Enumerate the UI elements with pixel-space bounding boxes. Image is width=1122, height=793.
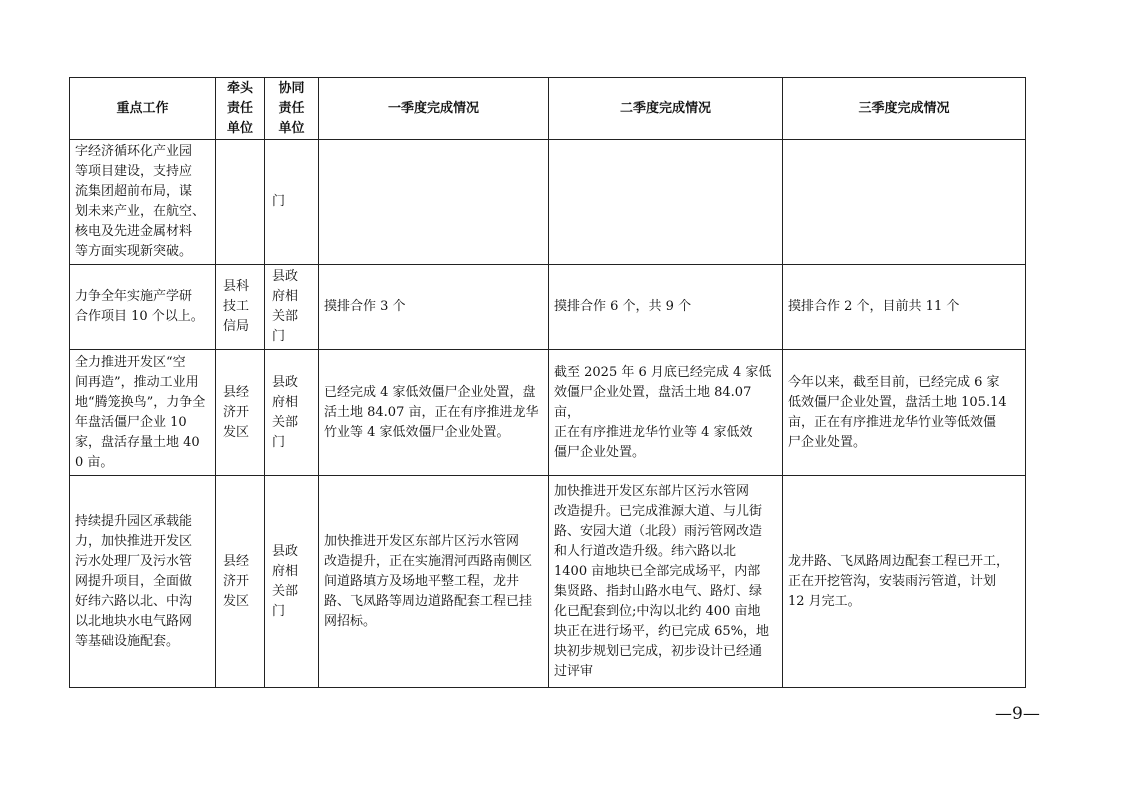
cell-text-line: 块正在进行场平，约已完成 65%，地 bbox=[554, 623, 770, 639]
cell-text-line: 县政 bbox=[272, 543, 299, 559]
cell-text-line: 发区 bbox=[223, 593, 250, 609]
cell-lead bbox=[216, 350, 265, 476]
cell-text-line: 块初步规划已完成，初步设计已经通 bbox=[554, 643, 763, 659]
cell-text-line: 门 bbox=[272, 434, 286, 450]
cell-text-line: 效僵尸企业处置，盘活土地 84.07 亩， bbox=[554, 384, 752, 420]
cell-text-line: 县经 bbox=[223, 553, 250, 569]
table-row bbox=[70, 140, 1026, 265]
cell-text-line: 好纬六路以北、中沟 bbox=[75, 593, 193, 609]
cell-text-line: 改造提升。已完成淮源大道、与儿街 bbox=[554, 503, 763, 519]
cell-text-line: 年盘活僵尸企业 10 bbox=[75, 414, 187, 430]
cell-lead bbox=[216, 476, 265, 688]
cell-text-line: 全力推进开发区“空 bbox=[75, 354, 186, 370]
cell-text-line: 活土地 84.07 亩，正在有序推进龙华 bbox=[324, 404, 539, 420]
table-header-row bbox=[70, 78, 1026, 140]
cell-lead bbox=[216, 140, 265, 265]
cell-text-line: 已经完成 4 家低效僵尸企业处置，盘 bbox=[324, 384, 536, 400]
cell-text-line: 家，盘活存量土地 40 bbox=[75, 434, 200, 450]
cell-text-line: 等基础设施配套。 bbox=[75, 633, 180, 649]
cell-text-line: 字经济循环化产业园 bbox=[75, 144, 193, 159]
cell-text-line: 关部 bbox=[272, 309, 299, 324]
cell-text-line: 府相 bbox=[272, 289, 299, 304]
cell-text-line: 流集团超前布局，谋 bbox=[75, 184, 193, 199]
cell-work bbox=[70, 265, 216, 350]
cell-text-line: 污水处理厂及污水管 bbox=[75, 553, 193, 569]
cell-q3 bbox=[783, 140, 1026, 265]
cell-text-line: 地“腾笼换鸟”，力争全 bbox=[75, 394, 206, 410]
cell-q1 bbox=[319, 265, 549, 350]
cell-text-line: 发区 bbox=[223, 424, 250, 440]
cell-text-line: 技工 bbox=[223, 299, 250, 314]
cell-work bbox=[70, 350, 216, 476]
cell-text-line: 门 bbox=[272, 329, 286, 344]
cell-q1 bbox=[319, 140, 549, 265]
cell-text-line: 责任 bbox=[278, 100, 305, 116]
cell-q3 bbox=[783, 265, 1026, 350]
cell-text-line: 间道路填方及场地平整工程，龙井 bbox=[324, 573, 520, 589]
header-cooperate-unit bbox=[265, 78, 319, 140]
cell-text-line: 责任 bbox=[226, 100, 253, 116]
cell-text-line: 龙井路、飞凤路周边配套工程已开工， bbox=[788, 553, 1010, 569]
cell-lead bbox=[216, 265, 265, 350]
table-row bbox=[70, 265, 1026, 350]
cell-text-line: 单位 bbox=[278, 120, 305, 136]
cell-text-line: 府相 bbox=[272, 394, 299, 410]
cell-work bbox=[70, 476, 216, 688]
cell-text-line: 关部 bbox=[272, 414, 299, 430]
cell-text-line: 县政 bbox=[272, 269, 299, 284]
cell-text-line: 僵尸企业处置。 bbox=[554, 444, 646, 460]
cell-text-line: 加快推进开发区东部片区污水管网 bbox=[554, 483, 750, 499]
cell-text-line: 亩，正在有序推进龙华竹业等低效僵 bbox=[788, 414, 997, 430]
cell-text-line: 府相 bbox=[272, 563, 299, 579]
cell-text-line: 路、飞凤路等周边道路配套工程已挂 bbox=[324, 593, 533, 609]
cell-text-line: 截至 2025 年 6 月底已经完成 4 家低 bbox=[554, 364, 772, 380]
cell-text-line: 0 亩。 bbox=[75, 454, 114, 470]
cell-text-line: 摸排合作 3 个 bbox=[324, 299, 406, 314]
cell-q1 bbox=[319, 476, 549, 688]
cell-text-line: 合作项目 10 个以上。 bbox=[75, 309, 204, 324]
table-row bbox=[70, 350, 1026, 476]
cell-text-line: 力，加快推进开发区 bbox=[75, 533, 193, 549]
header-lead-unit bbox=[216, 78, 265, 140]
cell-text-line: 力争全年实施产学研 bbox=[75, 289, 193, 304]
cell-q2 bbox=[549, 476, 783, 688]
cell-text-line: 12 月完工。 bbox=[788, 593, 861, 609]
cell-q3 bbox=[783, 476, 1026, 688]
header-q1: 一季度完成情况 bbox=[319, 78, 549, 140]
cell-text-line: 今年以来，截至目前，已经完成 6 家 bbox=[788, 374, 1000, 390]
cell-text-line: 县经 bbox=[223, 384, 250, 400]
cell-cooperate bbox=[265, 476, 319, 688]
cell-text-line: 县科 bbox=[223, 279, 250, 294]
cell-text-line: 划未来产业，在航空、 bbox=[75, 204, 206, 219]
cell-text-line: 和人行道改造升级。纬六路以北 bbox=[554, 543, 737, 559]
cell-text-line: 加快推进开发区东部片区污水管网 bbox=[324, 533, 520, 549]
cell-text-line: 低效僵尸企业处置，盘活土地 105.14 bbox=[788, 394, 1007, 410]
cell-text-line: 正在有序推进龙华竹业等 4 家低效 bbox=[554, 424, 753, 440]
cell-cooperate bbox=[265, 140, 319, 265]
cell-q2 bbox=[549, 265, 783, 350]
cell-text-line: 济开 bbox=[223, 404, 250, 420]
header-key-work: 重点工作 bbox=[70, 78, 216, 140]
work-progress-table bbox=[69, 77, 1026, 688]
cell-cooperate bbox=[265, 265, 319, 350]
cell-text-line: 以北地块水电气路网 bbox=[75, 613, 193, 629]
cell-cooperate bbox=[265, 350, 319, 476]
cell-text-line: 过评审 bbox=[554, 663, 594, 679]
cell-text-line: 门 bbox=[272, 194, 286, 209]
cell-text-line: 网招标。 bbox=[324, 613, 377, 629]
cell-text-line: 网提升项目，全面做 bbox=[75, 573, 193, 589]
cell-text-line: 单位 bbox=[226, 120, 253, 136]
cell-text-line: 等方面实现新突破。 bbox=[75, 244, 193, 259]
header-q3: 三季度完成情况 bbox=[783, 78, 1026, 140]
cell-q2 bbox=[549, 350, 783, 476]
cell-text-line: 尸企业处置。 bbox=[788, 434, 867, 450]
cell-text-line: 牵头 bbox=[226, 80, 253, 96]
header-q2: 二季度完成情况 bbox=[549, 78, 783, 140]
cell-text-line: 等项目建设，支持应 bbox=[75, 164, 193, 179]
cell-text-line: 摸排合作 6 个，共 9 个 bbox=[554, 299, 692, 314]
cell-q3 bbox=[783, 350, 1026, 476]
cell-text-line: 核电及先进金属材料 bbox=[75, 224, 193, 239]
cell-text-line: 1400 亩地块已全部完成场平，内部 bbox=[554, 563, 761, 579]
cell-text-line: 门 bbox=[272, 603, 286, 619]
cell-text-line: 摸排合作 2 个，目前共 11 个 bbox=[788, 299, 960, 314]
cell-text-line: 集贤路、指封山路水电气、路灯、绿 bbox=[554, 583, 763, 599]
cell-q1 bbox=[319, 350, 549, 476]
cell-text-line: 关部 bbox=[272, 583, 299, 599]
cell-text-line: 县政 bbox=[272, 374, 299, 390]
table-row bbox=[70, 476, 1026, 688]
cell-text-line: 竹业等 4 家低效僵尸企业处置。 bbox=[324, 424, 510, 440]
cell-text-line: 协同 bbox=[278, 80, 305, 96]
cell-text-line: 济开 bbox=[223, 573, 250, 589]
cell-text-line: 正在开挖管沟，安装雨污管道，计划 bbox=[788, 573, 997, 589]
cell-text-line: 信局 bbox=[223, 319, 250, 334]
cell-text-line: 改造提升，正在实施渭河西路南侧区 bbox=[324, 553, 533, 569]
page-number: —9— bbox=[995, 704, 1040, 724]
cell-text-line: 化已配套到位;中沟以北约 400 亩地 bbox=[554, 603, 761, 619]
cell-q2 bbox=[549, 140, 783, 265]
cell-text-line: 持续提升园区承载能 bbox=[75, 513, 193, 529]
cell-work bbox=[70, 140, 216, 265]
cell-text-line: 间再造”，推动工业用 bbox=[75, 374, 199, 390]
cell-text-line: 路、安园大道（北段）雨污管网改造 bbox=[554, 523, 763, 539]
